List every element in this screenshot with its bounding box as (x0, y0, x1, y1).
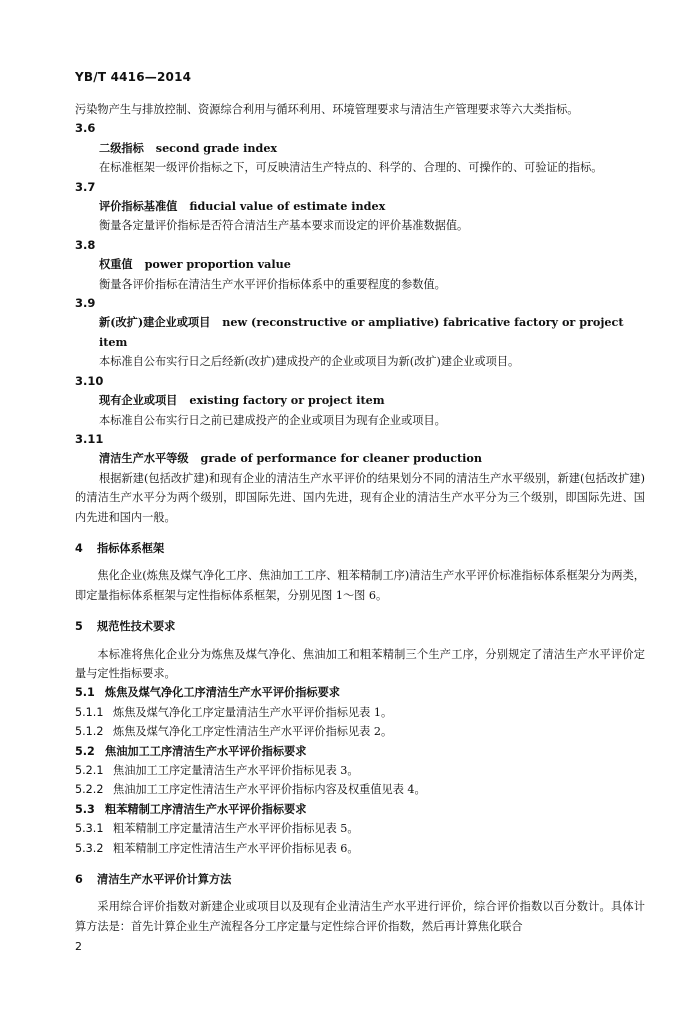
term-cn: 新(改扩)建企业或项目 (99, 315, 211, 330)
clause-number: 3.10 (75, 373, 104, 388)
term-entry (75, 449, 645, 468)
term-definition: 在标准框架一级评价指标之下，可反映清洁生产特点的、科学的、合理的、可操作的、可验证的指标。 (99, 161, 603, 175)
spacer (75, 527, 645, 539)
spacer (75, 858, 645, 870)
item-number: 5.3.2 (75, 841, 104, 855)
item-text: 炼焦及煤气净化工序定性清洁生产水平评价指标见表 2。 (113, 725, 393, 739)
term-en: fiducial value of estimate index (189, 199, 386, 214)
subsection-title: 粗苯精制工序清洁生产水平评价指标要求 (105, 801, 307, 816)
term-cn: 评价指标基准值 (99, 199, 178, 214)
term-cn: 清洁生产水平等级 (99, 451, 189, 466)
spacer (75, 889, 645, 897)
item-number: 5.1.1 (75, 705, 104, 719)
item-text: 焦油加工工序定性清洁生产水平评价指标内容及权重值见表 4。 (113, 783, 426, 797)
term-definition: 本标准自公布实行日之后经新(改扩)建成投产的企业或项目为新(改扩)建企业或项目。 (99, 355, 520, 369)
intro-line: 污染物产生与排放控制、资源综合利用与循环利用、环境管理要求与清洁生产管理要求等六大类指标。 (75, 103, 579, 116)
section-number: 4 (75, 541, 83, 555)
subsection-number: 5.1 (75, 686, 95, 700)
term-definition: 根据新建(包括改扩建)和现有企业的清洁生产水平评价的结果划分不同的清洁生产水平级别，新建(包括改扩建)的清洁生产水平分为两个级别，即国际先进、国内先进，现有企业的清洁生产水平分为三个级别，即国际先进、国内先进和国内一般。 (75, 471, 645, 524)
term-entry (75, 139, 645, 158)
subsection-item (75, 839, 645, 858)
term-definition: 衡量各定量评价指标是否符合清洁生产基本要求而设定的评价基准数据值。 (99, 219, 469, 233)
term-en: power proportion value (144, 257, 291, 272)
subsection-number: 5.2 (75, 744, 95, 758)
section-body: 焦化企业(炼焦及煤气净化工序、焦油加工工序、粗苯精制工序)清洁生产水平评价标准指标体系框架分为两类，即定量指标体系框架与定性指标体系框架，分别见图 1～图 6。 (75, 569, 645, 602)
term-definition: 衡量各评价指标在清洁生产水平评价指标体系中的重要程度的参数值。 (99, 277, 446, 291)
subsection-item (75, 722, 645, 741)
subsection-item (75, 819, 645, 838)
section-heading (75, 539, 645, 558)
item-text: 焦油加工工序定量清洁生产水平评价指标见表 3。 (113, 764, 359, 777)
section-title: 规范性技术要求 (97, 620, 176, 634)
subsection-heading (75, 742, 645, 761)
section-heading (75, 870, 645, 889)
clause-number: 3.8 (75, 237, 96, 252)
subsection-item (75, 703, 645, 722)
standard-code-header: YB/T 4416—2014 (75, 70, 192, 84)
item-number: 5.2.1 (75, 764, 104, 777)
clause-number: 3.11 (75, 431, 104, 446)
subsection-item (75, 780, 645, 799)
clause-number: 3.9 (75, 296, 96, 311)
term-definition: 本标准自公布实行日之前已建成投产的企业或项目为现有企业或项目。 (99, 413, 446, 427)
term-entry (75, 313, 645, 352)
subsection-heading (75, 683, 645, 702)
spacer (75, 605, 645, 617)
item-text: 粗苯精制工序定量清洁生产水平评价指标见表 5。 (113, 822, 359, 836)
term-en: grade of performance for cleaner production (200, 451, 483, 466)
section-body: 采用综合评价指数对新建企业或项目以及现有企业清洁生产水平进行评价，综合评价指数以百分数计。具体计算方法是：首先计算企业生产流程各分工序定量与定性综合评价指数，然后再计算焦化联合 (75, 900, 645, 933)
item-number: 5.1.2 (75, 725, 104, 739)
clause-number: 3.6 (75, 121, 96, 136)
subsection-number: 5.3 (75, 802, 95, 816)
term-entry (75, 255, 645, 274)
subsection-heading (75, 800, 645, 819)
item-text: 炼焦及煤气净化工序定量清洁生产水平评价指标见表 1。 (113, 705, 393, 719)
section-title: 指标体系框架 (97, 541, 165, 555)
section-number: 6 (75, 873, 83, 887)
subsection-title: 焦油加工工序清洁生产水平评价指标要求 (105, 743, 307, 758)
item-number: 5.3.1 (75, 822, 104, 836)
term-entry (75, 197, 645, 216)
term-en: new (reconstructive or ampliative) fabricative factory or project item (99, 315, 624, 349)
term-en: second grade index (155, 140, 278, 155)
item-number: 5.2.2 (75, 783, 104, 797)
term-en: existing factory or project item (189, 393, 385, 408)
term-cn: 现有企业或项目 (99, 393, 178, 408)
term-cn: 权重值 (99, 257, 133, 272)
page-content (75, 100, 645, 936)
section-number: 5 (75, 620, 83, 634)
clause-number: 3.7 (75, 179, 96, 194)
term-cn: 二级指标 (99, 140, 144, 155)
section-title: 清洁生产水平评价计算方法 (97, 873, 232, 887)
section-heading (75, 617, 645, 636)
page-number: 2 (75, 940, 82, 953)
item-text: 粗苯精制工序定性清洁生产水平评价指标见表 6。 (113, 841, 359, 855)
section-body: 本标准将焦化企业分为炼焦及煤气净化、焦油加工和粗苯精制三个生产工序，分别规定了清洁生产水平评价定量与定性指标要求。 (75, 647, 645, 680)
spacer (75, 637, 645, 645)
term-entry (75, 391, 645, 410)
spacer (75, 558, 645, 566)
subsection-item (75, 761, 645, 780)
subsection-title: 炼焦及煤气净化工序清洁生产水平评价指标要求 (105, 685, 340, 700)
